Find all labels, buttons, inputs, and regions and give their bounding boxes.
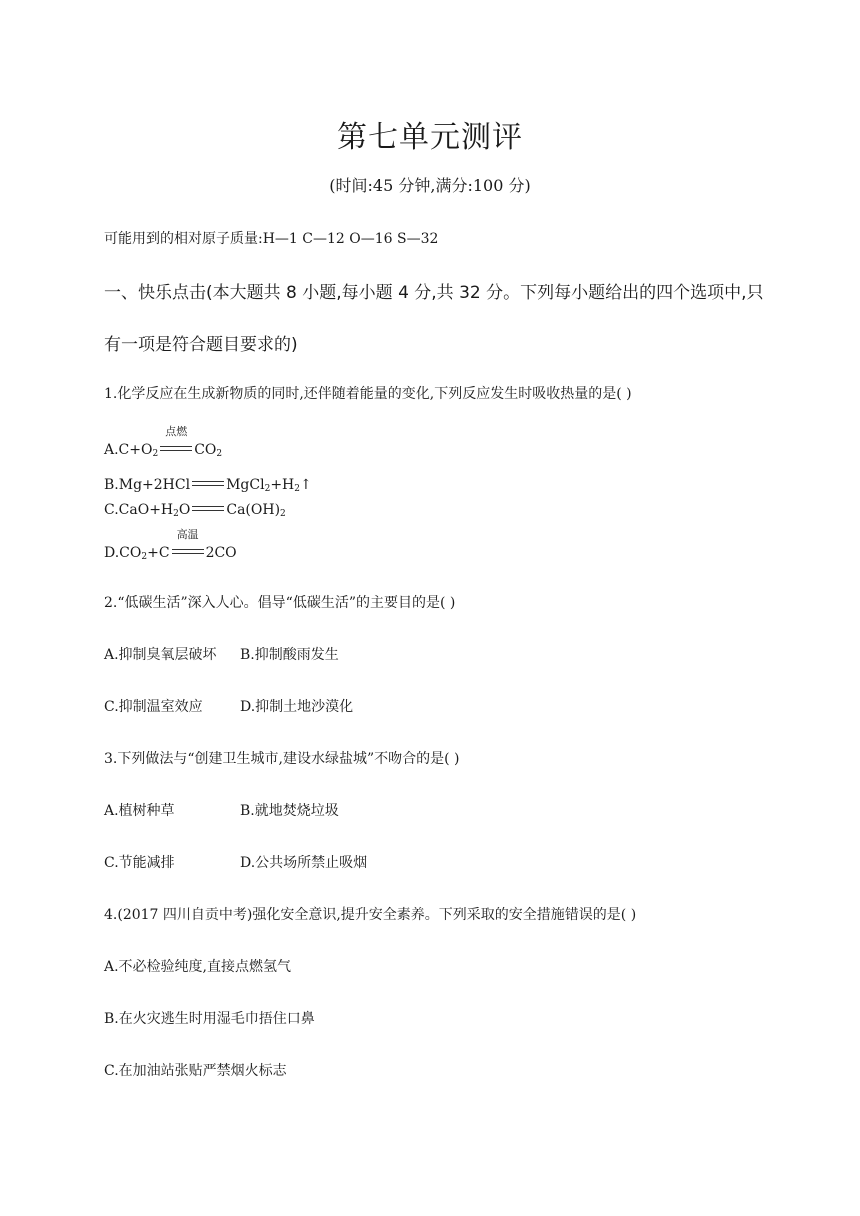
q3-stem: 3.下列做法与“创建卫生城市,建设水绿盐城”不吻合的是( ) (104, 751, 460, 767)
q1-c-equals-sign (190, 500, 226, 514)
q1-c-mid: O (178, 502, 191, 518)
q1-c-s1: 2 (173, 509, 179, 519)
section-heading-line1: 一、快乐点击(本大题共 8 小题,每小题 4 分,共 32 分。下列每小题给出的四个选项中,只 (104, 283, 764, 303)
q1-option-c (104, 500, 286, 518)
q3-option-d: D.公共场所禁止吸烟 (240, 855, 368, 871)
q4-option-a: A.不必检验纯度,直接点燃氢气 (104, 959, 292, 975)
q1-a-product: CO (194, 442, 217, 458)
q1-option-a (104, 425, 223, 459)
q4-option-c: C.在加油站张贴严禁烟火标志 (104, 1063, 287, 1079)
q1-c-prefix: C.CaO+H (104, 502, 174, 518)
q1-a-condition: 点燃 (165, 425, 188, 438)
q1-b-prefix: B.Mg+2HCl (104, 477, 191, 493)
q1-a-sub2: 2 (216, 449, 223, 459)
q1-b-s1: 2 (264, 484, 271, 494)
q2-option-b: B.抑制酸雨发生 (240, 647, 339, 663)
q1-d-prefix: D.CO (104, 545, 142, 561)
page-title: 第七单元测评 (337, 120, 523, 155)
q1-d-s1: 2 (141, 552, 148, 562)
q1-a-prefix: A.C+O (104, 442, 153, 458)
q1-b-equals-sign (190, 475, 226, 489)
atomic-mass-note: 可能用到的相对原子质量:H—1 C—12 O—16 S—32 (104, 231, 439, 247)
q3-option-b: B.就地焚烧垃圾 (240, 803, 339, 819)
q1-d-product: 2CO (205, 545, 237, 561)
q2-option-a: A.抑制臭氧层破坏 (104, 647, 217, 663)
q1-b-arrow: ↑ (300, 477, 312, 493)
q1-d-mid: +C (147, 545, 170, 561)
q2-stem: 2.“低碳生活”深入人心。倡导“低碳生活”的主要目的是( ) (104, 595, 456, 611)
q1-c-product: Ca(OH) (226, 502, 281, 518)
q1-b-p1: MgCl (226, 477, 265, 493)
q2-option-d: D.抑制土地沙漠化 (240, 699, 354, 715)
q1-d-condition: 高温 (176, 528, 199, 541)
q3-option-c: C.节能减排 (104, 855, 175, 871)
q3-option-a: A.植树种草 (104, 803, 175, 819)
q1-option-b (104, 475, 312, 493)
q1-a-sub1: 2 (152, 449, 159, 459)
q1-d-equals-sign (170, 528, 206, 557)
q1-c-s2: 2 (280, 509, 286, 519)
q4-option-b: B.在火灾逃生时用湿毛巾捂住口鼻 (104, 1011, 315, 1027)
q1-b-s2: 2 (294, 484, 300, 494)
q1-b-p2: +H (270, 477, 295, 493)
q1-a-equals-sign (158, 425, 194, 454)
q1-stem: 1.化学反应在生成新物质的同时,还伴随着能量的变化,下列反应发生时吸收热量的是( ) (104, 386, 632, 402)
page-subtitle: (时间:45 分钟,满分:100 分) (329, 176, 531, 195)
section-heading-line2: 有一项是符合题目要求的) (104, 335, 298, 355)
q4-stem: 4.(2017 四川自贡中考)强化安全意识,提升安全素养。下列采取的安全措施错误的是( ) (104, 907, 637, 923)
q2-option-c: C.抑制温室效应 (104, 699, 203, 715)
q1-option-d (104, 528, 237, 562)
